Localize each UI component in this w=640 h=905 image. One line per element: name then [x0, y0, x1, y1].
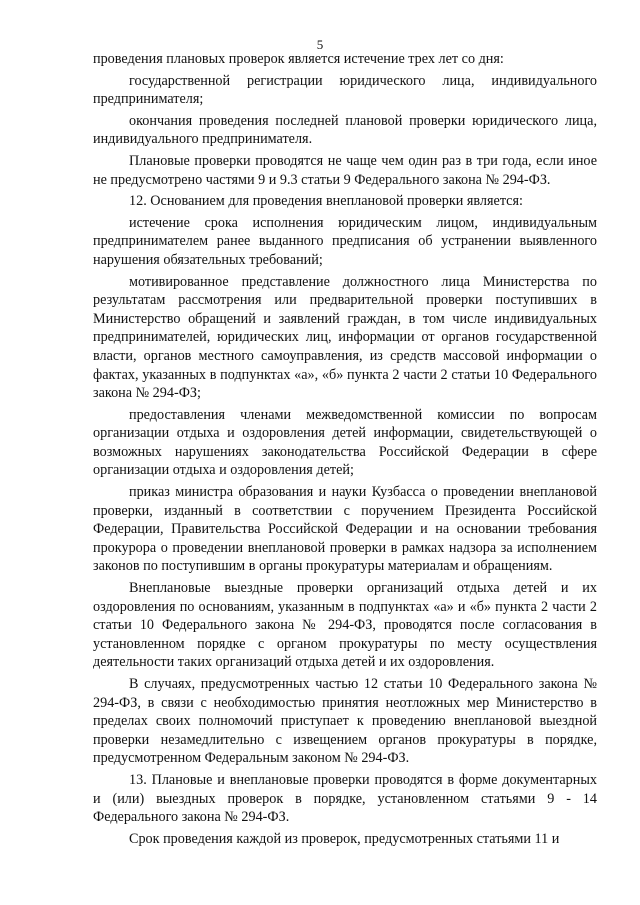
paragraph-minister-order: приказ министра образования и науки Кузбасса о проведении внеплановой проверки, изданный в соответствии с поручением Президента Российской Федерации, Правительства Российской Федерации и на основании требования прокурора о проведении внеплановой проверки в рамках надзора за исполнением законов по поступившим в органы прокуратуры материалам и обращениям. — [93, 484, 597, 575]
document-body — [93, 50, 597, 850]
paragraph-registration: государственной регистрации юридического лица, индивидуального предпринимателя; — [93, 72, 597, 108]
paragraph-unplanned-onsite: Внеплановые выездные проверки организаций отдыха детей и их оздоровления по основаниям, указанным в подпунктах «а» и «б» пункта 2 части 2 статьи 10 Федерального закона № 294-ФЗ, проводятся после согласования в установленном порядке с органом прокуратуры по месту осуществления деятельности таких организаций отдыха детей и их оздоровления. — [93, 580, 597, 671]
page-number: 5 — [316, 37, 324, 52]
paragraph-last-inspection: окончания проведения последней плановой проверки юридического лица, индивидуального предпринимателя. — [93, 112, 597, 148]
paragraph-13-form: 13. Плановые и внеплановые проверки проводятся в форме документарных и (или) выездных проверок в порядке, установленном статьями 9 - 14 Федерального закона № 294-ФЗ. — [93, 771, 597, 826]
paragraph-order-expiry: истечение срока исполнения юридическим лицом, индивидуальным предпринимателем ранее выданного предписания об устранении выявленного нарушения обязательных требований; — [93, 214, 597, 268]
paragraph-continuation: проведения плановых проверок является истечение трех лет со дня: — [93, 51, 504, 67]
paragraph-urgent-cases: В случаях, предусмотренных частью 12 статьи 10 Федерального закона № 294-ФЗ, в связи с необходимостью принятия неотложных мер Министерство в пределах своих полномочий приступает к проведению внеплановой выездной проверки незамедлительно с извещением органов прокуратуры в порядке, предусмотренном Федеральным законом № 294-ФЗ. — [93, 676, 597, 767]
paragraph-motivated-representation: мотивированное представление должностного лица Министерства по результатам рассмотрения или предварительной проверки поступивших в Министерство обращений и заявлений граждан, в том числе индивидуальных предпринимателей, юридических лиц, информации от органов государственной власти, органов местного самоуправления, из средств массовой информации о фактах, указанных в подпунктах «а», «б» пункта 2 части 2 статьи 10 Федерального закона № 294-ФЗ; — [93, 273, 597, 402]
paragraph-duration: Срок проведения каждой из проверок, предусмотренных статьями 11 и — [129, 830, 560, 847]
paragraph-12-heading: 12. Основанием для проведения внеплановой проверки является: — [129, 193, 523, 210]
paragraph-planned-frequency: Плановые проверки проводятся не чаще чем один раз в три года, если иное не предусмотрено частями 9 и 9.3 статьи 9 Федерального закона № 294-ФЗ. — [93, 152, 597, 188]
paragraph-commission-information: предоставления членами межведомственной комиссии по вопросам организации отдыха и оздоровления детей информации, свидетельствующей о возможных нарушениях законодательства Российской Федерации в сфере организации отдыха и оздоровления детей; — [93, 406, 597, 479]
